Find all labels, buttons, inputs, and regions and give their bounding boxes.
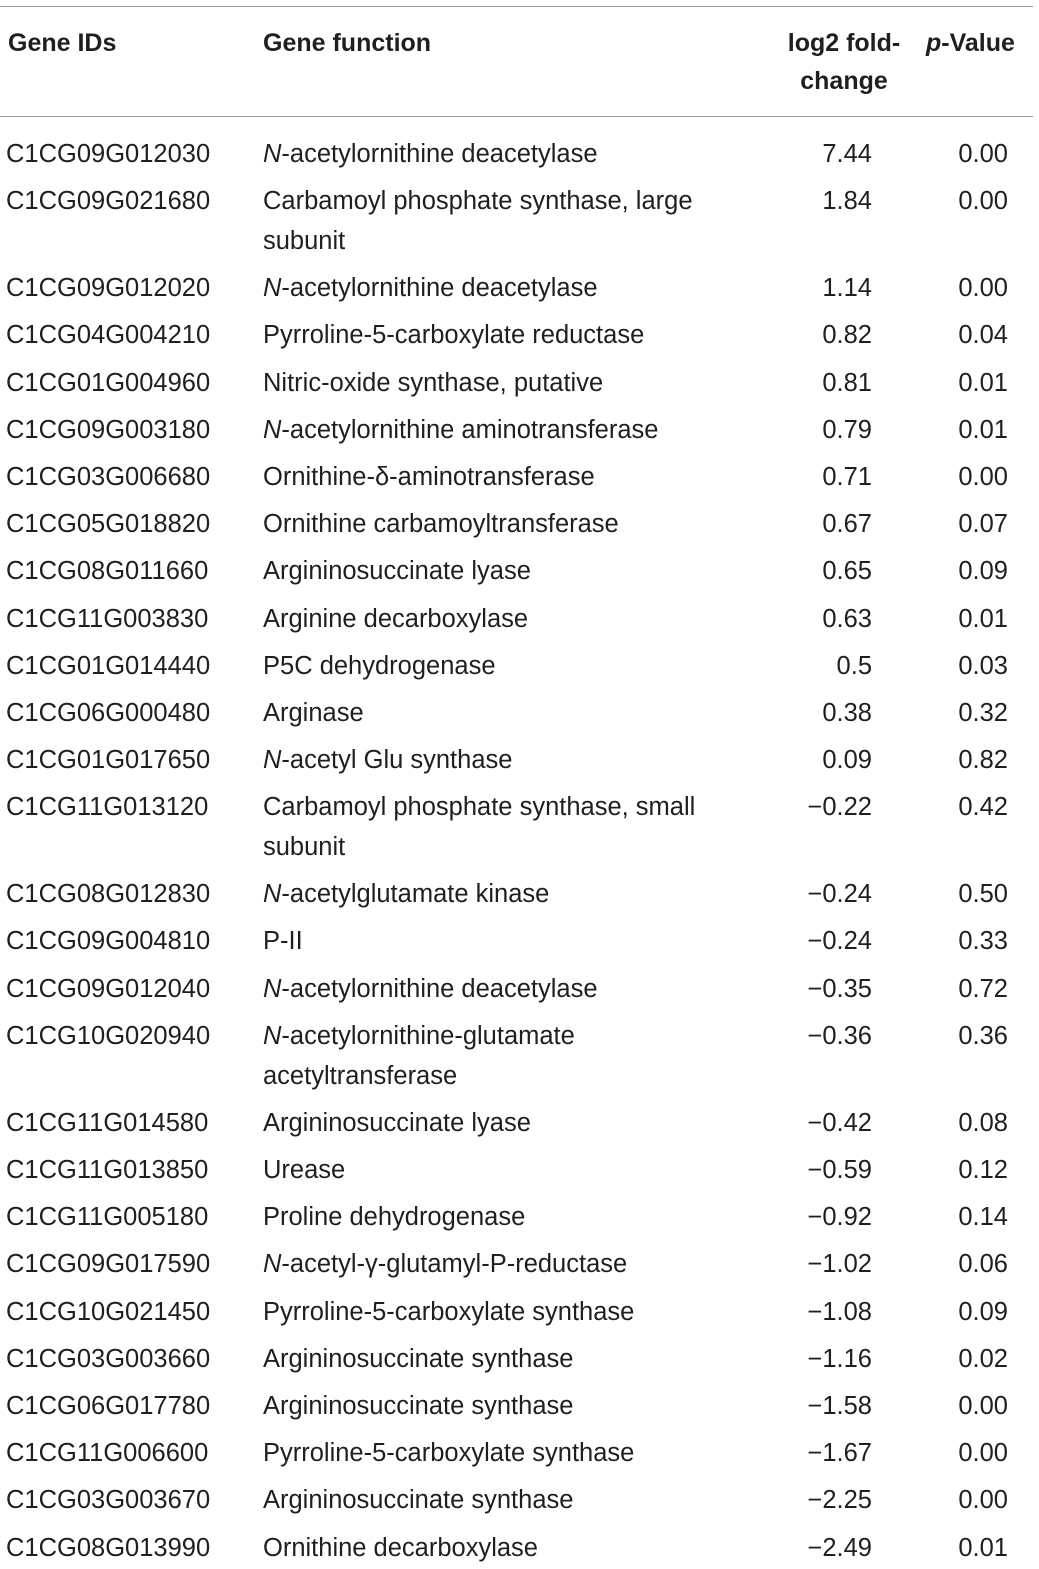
p-value-cell: 0.72 xyxy=(958,974,1008,1003)
gene-function-cell xyxy=(263,1016,763,1096)
gene-function-italic-prefix: N xyxy=(263,974,282,1003)
p-value-cell: 0.01 xyxy=(958,1533,1008,1562)
gene-function-cell xyxy=(263,363,763,403)
log2-fold-change-cell: −0.22 xyxy=(807,793,872,822)
gene-function-cell xyxy=(263,504,763,544)
table-body xyxy=(0,126,1039,1567)
p-value-cell: 0.07 xyxy=(958,510,1008,539)
gene-function-italic-prefix: N xyxy=(263,140,282,168)
log2-fold-change-cell: 0.82 xyxy=(822,321,872,350)
table-row xyxy=(0,355,1039,402)
gene-function-text: -acetyl-γ-glutamyl-P-reductase xyxy=(281,1250,628,1279)
gene-function-text: -acetylornithine aminotransferase xyxy=(281,415,659,444)
gene-function-cell xyxy=(263,740,763,780)
log2-fold-change-cell: 0.09 xyxy=(822,746,872,775)
table-row xyxy=(0,866,1039,913)
gene-function-cell xyxy=(263,134,763,174)
header-p-italic: p xyxy=(926,29,942,57)
gene-id-cell: C1CG09G012040 xyxy=(6,974,211,1003)
top-rule xyxy=(0,6,1033,7)
gene-function-text: -acetylornithine deacetylase xyxy=(281,974,598,1003)
table-row xyxy=(0,1095,1039,1142)
p-value-cell: 0.00 xyxy=(958,462,1008,491)
log2-fold-change-cell: 0.71 xyxy=(822,462,872,491)
log2-fold-change-cell: 0.63 xyxy=(822,604,872,633)
p-value-cell: 0.82 xyxy=(958,746,1008,775)
p-value-cell: 0.32 xyxy=(958,698,1008,727)
gene-id-cell: C1CG06G017780 xyxy=(6,1391,211,1420)
p-value-cell: 0.12 xyxy=(958,1156,1008,1184)
gene-id-cell: C1CG03G003660 xyxy=(6,1344,211,1373)
table-row xyxy=(0,1425,1039,1472)
log2-fold-change-cell: −2.25 xyxy=(807,1486,872,1515)
table-row xyxy=(0,1008,1039,1095)
p-value-cell: 0.36 xyxy=(958,1021,1008,1050)
log2-fold-change-cell: −0.35 xyxy=(807,974,872,1003)
gene-id-cell: C1CG11G013850 xyxy=(6,1156,209,1184)
gene-function-cell xyxy=(263,181,763,261)
header-p-rest: -Value xyxy=(941,29,1015,57)
gene-function-text: -acetylornithine deacetylase xyxy=(281,140,598,168)
gene-function-italic-prefix: N xyxy=(263,1021,282,1050)
gene-function-italic-prefix: N xyxy=(263,1250,282,1279)
gene-id-cell: C1CG11G006600 xyxy=(6,1439,209,1468)
log2-fold-change-cell: 7.44 xyxy=(822,140,872,168)
log2-fold-change-cell: 0.79 xyxy=(822,415,872,444)
gene-function-cell xyxy=(263,1197,763,1237)
header-gene-ids: Gene IDs xyxy=(8,29,117,57)
gene-function-text: Ornithine carbamoyltransferase xyxy=(263,510,619,539)
gene-id-cell: C1CG05G018820 xyxy=(6,510,211,539)
log2-fold-change-cell: −1.08 xyxy=(807,1297,872,1326)
gene-function-cell xyxy=(263,1339,763,1379)
p-value-cell: 0.09 xyxy=(958,557,1008,586)
p-value-cell: 0.00 xyxy=(958,1439,1008,1468)
table-row xyxy=(0,496,1039,543)
log2-fold-change-cell: −1.67 xyxy=(807,1439,872,1468)
gene-function-text: Pyrroline-5-carboxylate synthase xyxy=(263,1439,635,1468)
p-value-cell: 0.01 xyxy=(958,604,1008,633)
gene-function-text: Argininosuccinate synthase xyxy=(263,1391,574,1420)
p-value-cell: 0.08 xyxy=(958,1108,1008,1137)
gene-id-cell: C1CG09G004810 xyxy=(6,927,211,956)
gene-id-cell: C1CG11G013120 xyxy=(6,793,209,822)
table-row xyxy=(0,402,1039,449)
gene-function-text: Carbamoyl phosphate synthase, small subunit xyxy=(263,793,696,862)
p-value-cell: 0.33 xyxy=(958,927,1008,956)
p-value-cell: 0.03 xyxy=(958,651,1008,680)
p-value-cell: 0.09 xyxy=(958,1297,1008,1326)
gene-function-cell xyxy=(263,1292,763,1332)
gene-function-cell xyxy=(263,1528,763,1568)
gene-function-text: -acetylornithine deacetylase xyxy=(281,274,598,303)
table-row xyxy=(0,961,1039,1008)
gene-function-text: -acetylornithine-glutamate acetyltransferase xyxy=(263,1021,575,1090)
p-value-cell: 0.00 xyxy=(958,1391,1008,1420)
gene-id-cell: C1CG09G012030 xyxy=(6,140,211,168)
log2-fold-change-cell: −1.02 xyxy=(807,1250,872,1279)
gene-function-text: Argininosuccinate synthase xyxy=(263,1486,574,1515)
p-value-cell: 0.04 xyxy=(958,321,1008,350)
gene-function-text: P-II xyxy=(263,927,303,956)
table-row xyxy=(0,638,1039,685)
gene-function-cell xyxy=(263,921,763,961)
gene-function-cell xyxy=(263,1480,763,1520)
gene-function-cell xyxy=(263,1150,763,1190)
gene-id-cell: C1CG01G004960 xyxy=(6,368,211,397)
log2-fold-change-cell: 0.67 xyxy=(822,510,872,539)
gene-function-text: Argininosuccinate synthase xyxy=(263,1344,574,1373)
log2-fold-change-cell: 0.5 xyxy=(836,651,872,680)
table-row xyxy=(0,307,1039,354)
table-row xyxy=(0,913,1039,960)
gene-function-text: Carbamoyl phosphate synthase, large subunit xyxy=(263,187,693,256)
gene-function-cell xyxy=(263,693,763,733)
gene-function-cell xyxy=(263,457,763,497)
log2-fold-change-cell: −0.24 xyxy=(807,927,872,956)
p-value-cell: 0.01 xyxy=(958,415,1008,444)
gene-id-cell: C1CG09G003180 xyxy=(6,415,211,444)
table-row xyxy=(0,1331,1039,1378)
table-header xyxy=(0,20,1039,110)
gene-id-cell: C1CG11G005180 xyxy=(6,1203,209,1232)
header-log2-line1: log2 fold- xyxy=(787,29,901,57)
gene-function-text: Ornithine decarboxylase xyxy=(263,1533,538,1562)
gene-function-text: Arginine decarboxylase xyxy=(263,604,529,633)
table-row xyxy=(0,543,1039,590)
gene-function-cell xyxy=(263,646,763,686)
gene-id-cell: C1CG03G006680 xyxy=(6,462,211,491)
table-row xyxy=(0,449,1039,496)
gene-id-cell: C1CG01G017650 xyxy=(6,746,211,775)
log2-fold-change-cell: −1.58 xyxy=(807,1391,872,1420)
gene-function-cell xyxy=(263,787,763,867)
gene-function-cell xyxy=(263,874,763,914)
gene-function-text: Pyrroline-5-carboxylate synthase xyxy=(263,1297,635,1326)
table-row xyxy=(0,1284,1039,1331)
table-row xyxy=(0,173,1039,260)
table-row xyxy=(0,260,1039,307)
gene-function-text: Proline dehydrogenase xyxy=(263,1203,526,1232)
table-row xyxy=(0,779,1039,866)
log2-fold-change-cell: −2.49 xyxy=(807,1533,872,1562)
gene-function-cell xyxy=(263,1103,763,1143)
table-row xyxy=(0,1520,1039,1567)
log2-fold-change-cell: −0.59 xyxy=(807,1156,872,1184)
header-gene-function: Gene function xyxy=(263,29,432,57)
gene-id-cell: C1CG11G003830 xyxy=(6,604,209,633)
p-value-cell: 0.42 xyxy=(958,793,1008,822)
gene-function-italic-prefix: N xyxy=(263,880,282,909)
header-log2-fold-change xyxy=(778,24,910,100)
gene-id-cell: C1CG09G017590 xyxy=(6,1250,211,1279)
gene-function-cell xyxy=(263,599,763,639)
header-p-value xyxy=(926,24,1015,62)
gene-function-text: Arginase xyxy=(263,698,364,727)
p-value-cell: 0.14 xyxy=(958,1203,1008,1232)
table-row xyxy=(0,1236,1039,1283)
gene-function-cell xyxy=(263,315,763,355)
p-value-cell: 0.50 xyxy=(958,880,1008,909)
p-value-cell: 0.06 xyxy=(958,1250,1008,1279)
gene-id-cell: C1CG01G014440 xyxy=(6,651,211,680)
header-rule xyxy=(0,116,1033,117)
p-value-cell: 0.00 xyxy=(958,140,1008,168)
log2-fold-change-cell: 1.14 xyxy=(822,274,872,303)
gene-function-cell xyxy=(263,1244,763,1284)
log2-fold-change-cell: −0.92 xyxy=(807,1203,872,1232)
gene-id-cell: C1CG03G003670 xyxy=(6,1486,211,1515)
gene-function-cell xyxy=(263,1433,763,1473)
gene-id-cell: C1CG09G012020 xyxy=(6,274,211,303)
log2-fold-change-cell: −0.36 xyxy=(807,1021,872,1050)
gene-id-cell: C1CG08G012830 xyxy=(6,880,211,909)
gene-function-text: Urease xyxy=(263,1156,346,1184)
log2-fold-change-cell: −0.42 xyxy=(807,1108,872,1137)
gene-id-cell: C1CG08G013990 xyxy=(6,1533,211,1562)
gene-id-cell: C1CG11G014580 xyxy=(6,1108,209,1137)
gene-function-cell xyxy=(263,1386,763,1426)
gene-function-text: Ornithine-δ-aminotransferase xyxy=(263,462,595,491)
table-row xyxy=(0,1189,1039,1236)
gene-id-cell: C1CG10G021450 xyxy=(6,1297,211,1326)
p-value-cell: 0.02 xyxy=(958,1344,1008,1373)
log2-fold-change-cell: −0.24 xyxy=(807,880,872,909)
gene-function-text: Nitric-oxide synthase, putative xyxy=(263,368,604,397)
gene-id-cell: C1CG08G011660 xyxy=(6,557,209,586)
gene-function-text: -acetyl Glu synthase xyxy=(281,746,513,775)
gene-id-cell: C1CG09G021680 xyxy=(6,187,211,216)
gene-id-cell: C1CG04G004210 xyxy=(6,321,211,350)
gene-function-italic-prefix: N xyxy=(263,415,282,444)
log2-fold-change-cell: 1.84 xyxy=(822,187,872,216)
gene-function-italic-prefix: N xyxy=(263,274,282,303)
gene-function-text: Argininosuccinate lyase xyxy=(263,1108,531,1137)
table-row xyxy=(0,1472,1039,1519)
p-value-cell: 0.00 xyxy=(958,1486,1008,1515)
p-value-cell: 0.00 xyxy=(958,187,1008,216)
table-row xyxy=(0,685,1039,732)
gene-function-cell xyxy=(263,969,763,1009)
gene-id-cell: C1CG10G020940 xyxy=(6,1021,211,1050)
header-log2-line2: change xyxy=(800,67,888,95)
table-row xyxy=(0,1142,1039,1189)
gene-function-cell xyxy=(263,410,763,450)
gene-function-cell xyxy=(263,551,763,591)
gene-function-text: -acetylglutamate kinase xyxy=(281,880,550,909)
gene-id-cell: C1CG06G000480 xyxy=(6,698,211,727)
log2-fold-change-cell: 0.65 xyxy=(822,557,872,586)
log2-fold-change-cell: 0.81 xyxy=(822,368,872,397)
gene-function-italic-prefix: N xyxy=(263,746,282,775)
log2-fold-change-cell: −1.16 xyxy=(807,1344,872,1373)
table-row xyxy=(0,126,1039,173)
table-row xyxy=(0,732,1039,779)
p-value-cell: 0.00 xyxy=(958,274,1008,303)
table-row xyxy=(0,1378,1039,1425)
log2-fold-change-cell: 0.38 xyxy=(822,698,872,727)
table-row xyxy=(0,591,1039,638)
gene-function-text: Pyrroline-5-carboxylate reductase xyxy=(263,321,645,350)
gene-function-text: P5C dehydrogenase xyxy=(263,651,496,680)
gene-function-text: Argininosuccinate lyase xyxy=(263,557,531,586)
gene-function-cell xyxy=(263,268,763,308)
p-value-cell: 0.01 xyxy=(958,368,1008,397)
